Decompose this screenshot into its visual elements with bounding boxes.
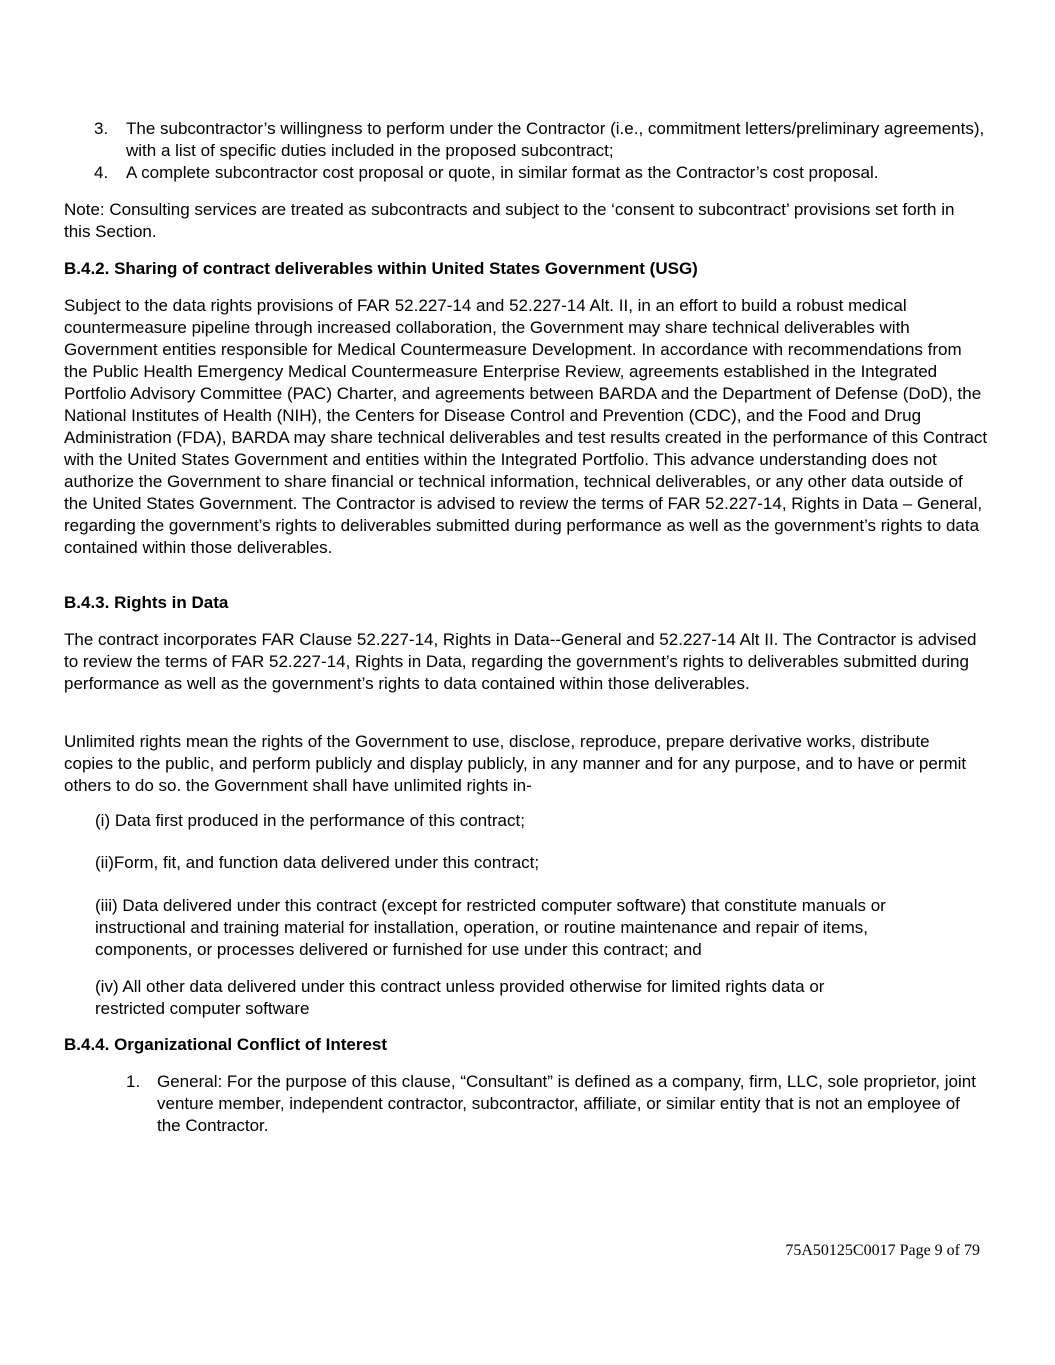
rights-item: (ii)Form, fit, and function data delivered under this contract; — [95, 853, 540, 872]
rights-item: (iii) Data delivered under this contract (except for restricted computer software) that constitute manuals or instructional and training material for installation, operation, or routine maintenance and repair of items, components, or processes delivered or furnished for use under this contract; and — [95, 896, 886, 959]
section-heading-b43: B.4.3. Rights in Data — [64, 593, 229, 612]
list-item-number: 1. — [126, 1072, 141, 1091]
list-item: A complete subcontractor cost proposal or quote, in similar format as the Contractor’s cost proposal. — [126, 163, 879, 182]
list-item-number: 3. — [94, 119, 109, 138]
section-b43-body-1: The contract incorporates FAR Clause 52.227-14, Rights in Data--General and 52.227-14 Alt II. The Contractor is advised to review the terms of FAR 52.227-14, Rights in Data, regarding the government’s rights to deliverables submitted during performance as well as the government’s rights to data contained within those deliverables. — [64, 630, 977, 693]
list-item: The subcontractor’s willingness to perform under the Contractor (i.e., commitment letters/preliminary agreements), with a list of specific duties included in the proposed subcontract; — [126, 119, 985, 160]
page-footer: 75A50125C0017 Page 9 of 79 — [785, 1242, 980, 1259]
list-item: General: For the purpose of this clause, “Consultant” is defined as a company, firm, LLC, sole proprietor, joint venture member, independent contractor, subcontractor, affiliate, or similar entity that is not an employee of the Contractor. — [157, 1072, 976, 1135]
list-item-number: 4. — [94, 163, 109, 182]
note-paragraph: Note: Consulting services are treated as subcontracts and subject to the ‘consent to subcontract’ provisions set forth in this Section. — [64, 200, 955, 241]
section-b43-body-2: Unlimited rights mean the rights of the Government to use, disclose, reproduce, prepare derivative works, distribute copies to the public, and perform publicly and display publicly, in any manner and for any purpose, and to have or permit others to do so. the Government shall have unlimited rights in- — [64, 732, 967, 795]
rights-item: (i) Data first produced in the performance of this contract; — [95, 811, 525, 830]
section-heading-b42: B.4.2. Sharing of contract deliverables within United States Government (USG) — [64, 259, 698, 278]
section-b42-body: Subject to the data rights provisions of FAR 52.227-14 and 52.227-14 Alt. II, in an effort to build a robust medical countermeasure pipeline through increased collaboration, the Government may share technical deliverables with Government entities responsible for Medical Countermeasure Development. In accordance with recommendations from the Public Health Emergency Medical Countermeasure Enterprise Review, agreements established in the Integrated Portfolio Advisory Committee (PAC) Charter, and agreements between BARDA and the Department of Defense (DoD), the National Institutes of Health (NIH), the Centers for Disease Control and Prevention (CDC), and the Food and Drug Administration (FDA), BARDA may share technical deliverables and test results created in the performance of this Contract with the United States Government and entities within the Integrated Portfolio. This advance understanding does not authorize the Government to share financial or technical information, technical deliverables, or any other data outside of the United States Government. The Contractor is advised to review the terms of FAR 52.227-14, Rights in Data – General, regarding the government’s rights to deliverables submitted during performance as well as the government’s rights to data contained within those deliverables. — [64, 296, 988, 557]
rights-item: (iv) All other data delivered under this contract unless provided otherwise for limited rights data or restricted computer software — [95, 977, 825, 1018]
section-heading-b44: B.4.4. Organizational Conflict of Interest — [64, 1035, 388, 1054]
